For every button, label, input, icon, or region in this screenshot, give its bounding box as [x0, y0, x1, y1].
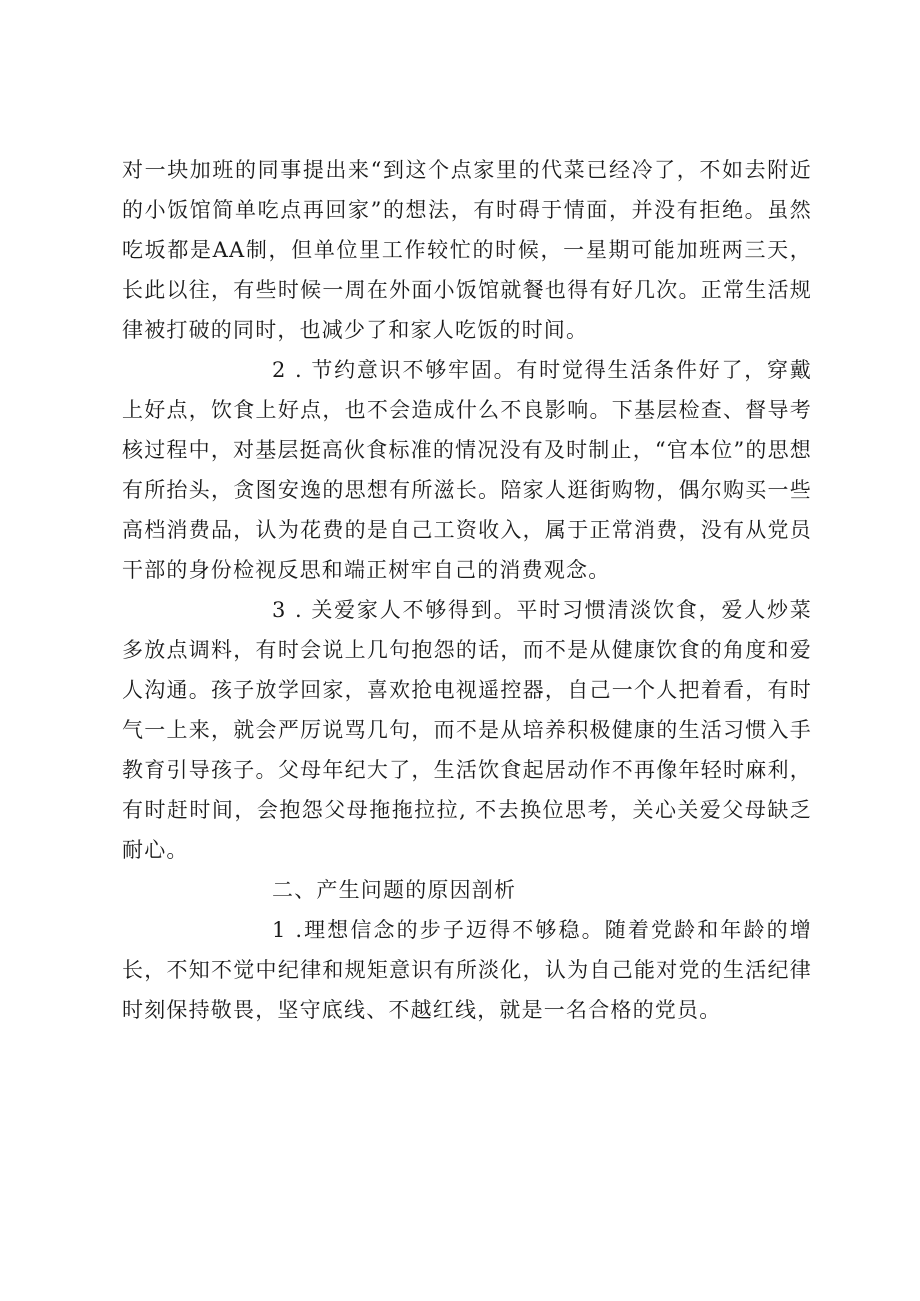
document-body: [122, 150, 812, 1030]
paragraph-point-2: 2 . 节约意识不够牢固。有时觉得生活条件好了，穿戴上好点，饮食上好点，也不会造成什么不良影响。下基层检查、督导考核过程中，对基层挺高伙食标准的情况没有及时制止，“官本位”的思想有所抬头，贪图安逸的思想有所滋长。陪家人逛街购物，偶尔购买一些高档消费品，认为花费的是自己工资收入，属于正常消费，没有从党员干部的身份检视反思和端正树牢自己的消费观念。: [122, 358, 812, 582]
section-heading: 二、产生问题的原因剖析: [272, 878, 517, 902]
paragraph-continuation: 对一块加班的同事提出来“到这个点家里的代菜已经冷了，不如去附近的小饭馆简单吃点再回家”的想法，有时碍于情面，并没有拒绝。虽然吃坂都是AA制，但单位里工作较忙的时候，一星期可能加班两三天，长此以往，有些时候一周在外面小饭馆就餐也得有好几次。正常生活规律被打破的同时，也减少了和家人吃饭的时间。: [122, 158, 812, 342]
paragraph-point-1: 1 .理想信念的步子迈得不够稳。随着党龄和年龄的增长，不知不觉中纪律和规矩意识有所淡化，认为自己能对党的生活纪律时刻保持敬畏，坚守底线、不越红线，就是一名合格的党员。: [122, 918, 812, 1022]
paragraph-point-3: 3 . 关爱家人不够得到。平时习惯清淡饮食，爱人炒菜多放点调料，有时会说上几句抱怨的话，而不是从健康饮食的角度和爱人沟通。孩子放学回家，喜欢抢电视遥控器，自己一个人把着看，有时气一上来，就会严厉说骂几句，而不是从培养积极健康的生活习惯入手教育引导孩子。父母年纪大了，生活饮食起居动作不再像年轻时麻利，有时赶时间，会抱怨父母拖拖拉拉, 不去换位思考，关心关爱父母缺乏耐心。: [122, 598, 812, 862]
